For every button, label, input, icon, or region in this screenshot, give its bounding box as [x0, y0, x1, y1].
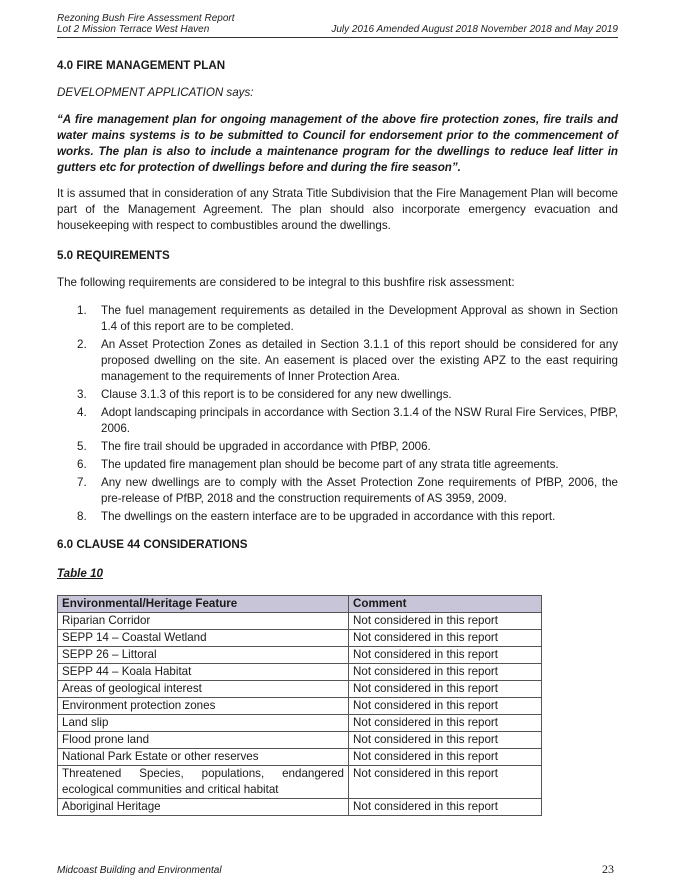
table-row [58, 630, 542, 647]
section-5-intro: The following requirements are considered to be integral to this bushfire risk assessment: [57, 276, 515, 289]
list-item-text: The updated fire management plan should be become part of any strata title agreements. [101, 458, 559, 471]
comment-cell: Not considered in this report [349, 647, 542, 664]
header-dates: July 2016 Amended August 2018 November 2018 and May 2019 [331, 24, 618, 35]
table-row [58, 681, 542, 698]
list-item-number: 8. [77, 510, 87, 523]
feature-cell: SEPP 44 – Koala Habitat [58, 664, 349, 681]
list-item-number: 2. [77, 338, 87, 351]
clause-44-table [57, 595, 542, 816]
list-item-text: The dwellings on the eastern interface are to be upgraded in accordance with this report. [101, 510, 556, 523]
table-row [58, 715, 542, 732]
footer-company: Midcoast Building and Environmental [57, 865, 222, 876]
list-item-text: Adopt landscaping principals in accordance with Section 3.1.4 of the NSW Rural Fire Services, PfBP, 2006. [101, 406, 618, 435]
comment-cell: Not considered in this report [349, 749, 542, 766]
feature-cell: Land slip [58, 715, 349, 732]
table-row [58, 799, 542, 816]
list-item [57, 303, 618, 335]
table-row [58, 698, 542, 715]
requirements-list [57, 303, 618, 525]
comment-cell: Not considered in this report [349, 681, 542, 698]
header-location: Lot 2 Mission Terrace West Haven [57, 24, 210, 35]
table-row [58, 647, 542, 664]
header-rule [57, 37, 618, 38]
comment-cell: Not considered in this report [349, 715, 542, 732]
feature-cell: Areas of geological interest [58, 681, 349, 698]
comment-cell: Not considered in this report [349, 613, 542, 630]
table-row [58, 613, 542, 630]
list-item-text: An Asset Protection Zones as detailed in Section 3.1.1 of this report should be considered for any proposed dwelling on the site. An easement is placed over the existing APZ to the east requiring management to the requirements of Inner Protection Area. [101, 338, 618, 383]
document-page [57, 0, 618, 890]
section-4-heading: 4.0 FIRE MANAGEMENT PLAN [57, 59, 226, 72]
table-row [58, 766, 542, 799]
list-item [57, 405, 618, 437]
page-header [57, 13, 618, 35]
section-4-quote: “A fire management plan for ongoing management of the above fire protection zones, fire trails and water mains systems is to be submitted to Council for endorsement prior to the commencement of works. The plan is also to include a maintenance program for the dwellings to reduce leaf litter in gutters etc for protection of dwellings before and during the fire season”. [57, 113, 618, 174]
page-number: 23 [602, 862, 614, 876]
list-item [57, 457, 618, 473]
list-item [57, 387, 618, 403]
list-item [57, 337, 618, 385]
section-4-paragraph: It is assumed that in consideration of any Strata Title Subdivision that the Fire Management Plan will become part of the Management Agreement. The plan should also incorporate emergency evacuation and housekeeping with respect to combustibles around the dwellings. [57, 187, 618, 232]
page-content [57, 58, 618, 816]
feature-cell: SEPP 26 – Littoral [58, 647, 349, 664]
feature-cell: Threatened Species, populations, endangered ecological communities and critical habitat [58, 766, 349, 799]
section-6-heading: 6.0 CLAUSE 44 CONSIDERATIONS [57, 538, 248, 551]
comment-cell: Not considered in this report [349, 732, 542, 749]
list-item [57, 509, 618, 525]
list-item-text: Clause 3.1.3 of this report is to be considered for any new dwellings. [101, 388, 452, 401]
comment-cell: Not considered in this report [349, 664, 542, 681]
list-item-number: 3. [77, 388, 87, 401]
table-row [58, 664, 542, 681]
comment-cell: Not considered in this report [349, 698, 542, 715]
table-header-row [58, 596, 542, 613]
list-item-number: 5. [77, 440, 87, 453]
header-title: Rezoning Bush Fire Assessment Report [57, 13, 235, 24]
section-5-heading: 5.0 REQUIREMENTS [57, 249, 170, 262]
section-4-subheading: DEVELOPMENT APPLICATION says: [57, 86, 254, 99]
feature-cell: Flood prone land [58, 732, 349, 749]
list-item-number: 6. [77, 458, 87, 471]
feature-cell: SEPP 14 – Coastal Wetland [58, 630, 349, 647]
column-header-feature: Environmental/Heritage Feature [58, 596, 349, 613]
feature-cell: National Park Estate or other reserves [58, 749, 349, 766]
table-row [58, 749, 542, 766]
list-item [57, 439, 618, 455]
list-item-text: The fire trail should be upgraded in accordance with PfBP, 2006. [101, 440, 431, 453]
list-item-number: 7. [77, 476, 87, 489]
comment-cell: Not considered in this report [349, 799, 542, 816]
table-label: Table 10 [57, 567, 103, 580]
column-header-comment: Comment [349, 596, 542, 613]
list-item-number: 4. [77, 406, 87, 419]
list-item-number: 1. [77, 304, 87, 317]
comment-cell: Not considered in this report [349, 766, 542, 799]
comment-cell: Not considered in this report [349, 630, 542, 647]
feature-cell: Riparian Corridor [58, 613, 349, 630]
table-row [58, 732, 542, 749]
list-item [57, 475, 618, 507]
list-item-text: The fuel management requirements as detailed in the Development Approval as shown in Section 1.4 of this report are to be completed. [101, 304, 618, 333]
feature-cell: Aboriginal Heritage [58, 799, 349, 816]
feature-cell: Environment protection zones [58, 698, 349, 715]
list-item-text: Any new dwellings are to comply with the Asset Protection Zone requirements of PfBP, 2006, the pre-release of PfBP, 2018 and the construction requirements of AS 3959, 2009. [101, 476, 618, 505]
